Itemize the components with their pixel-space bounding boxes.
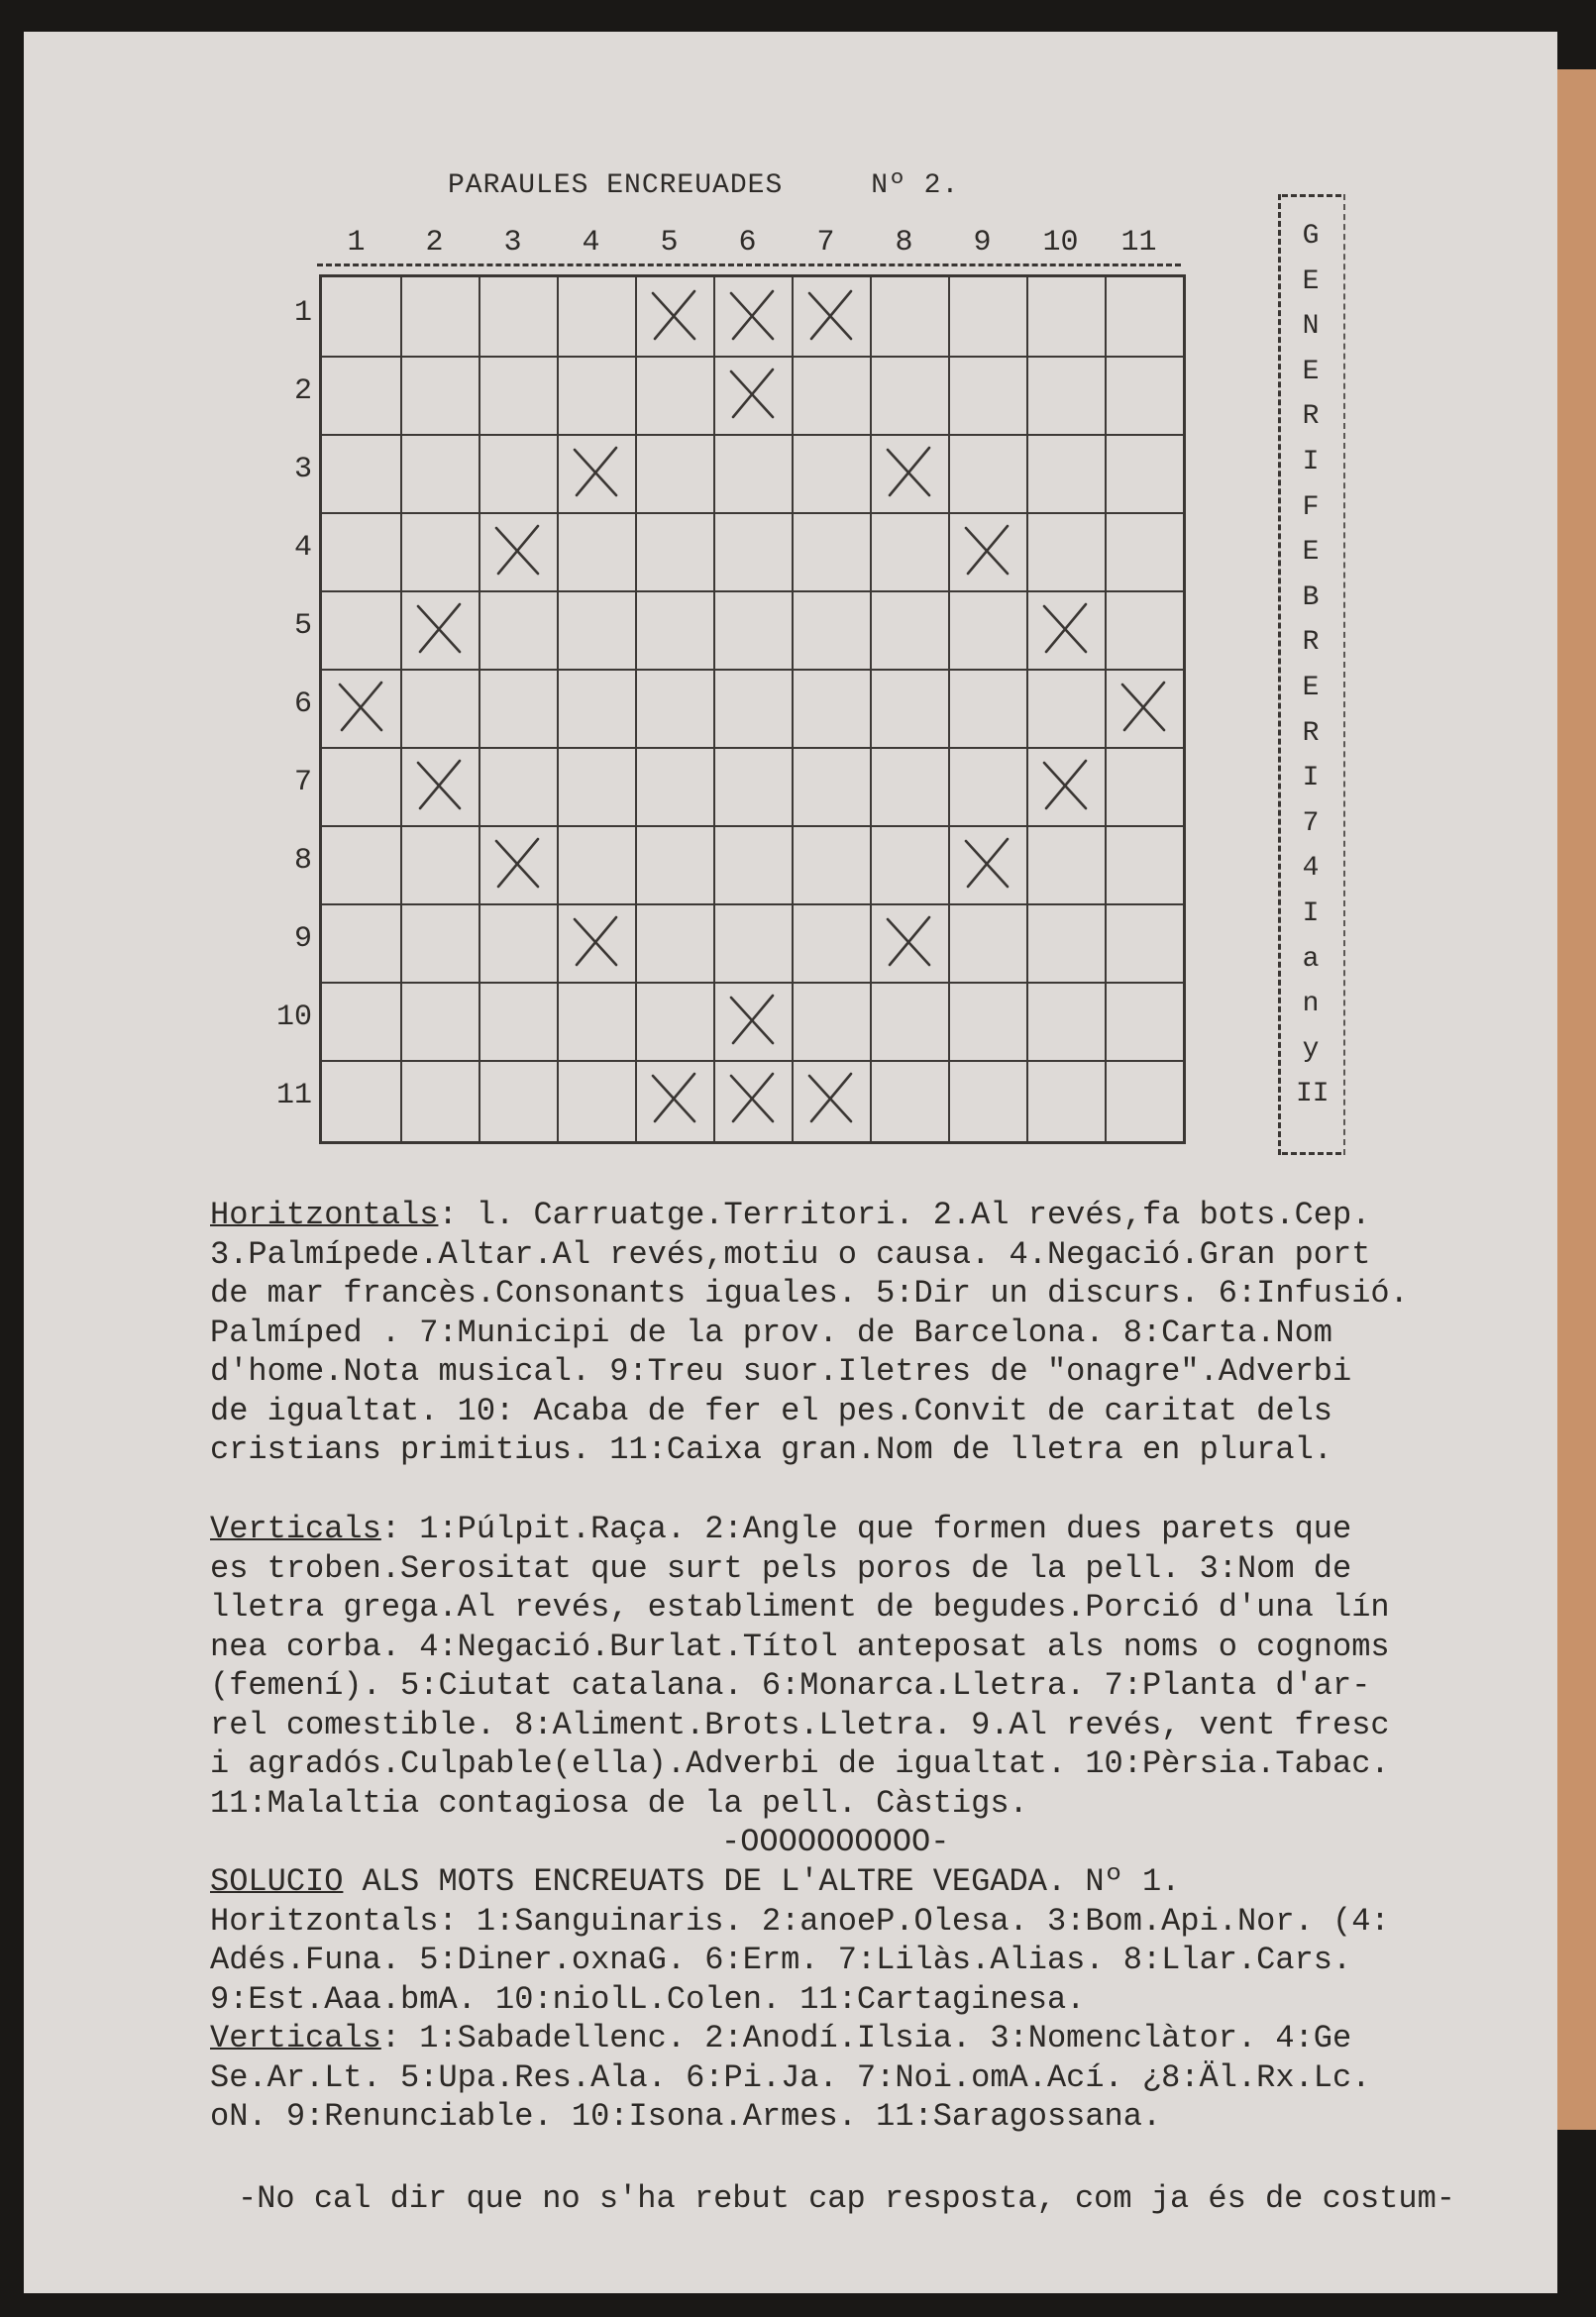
row-number: 10 [275, 1001, 312, 1034]
blocked-cell [792, 1060, 870, 1138]
blocked-cell [635, 277, 713, 356]
empty-cell[interactable] [1105, 512, 1183, 590]
empty-cell[interactable] [870, 825, 948, 903]
solution-title [210, 1862, 1488, 1902]
empty-cell[interactable] [400, 669, 479, 747]
empty-cell[interactable] [557, 512, 635, 590]
empty-cell[interactable] [557, 356, 635, 434]
section-heading: Verticals [210, 2020, 381, 2056]
clue-line: Palmíped . 7:Municipi de la prov. de Barcelona. 8:Carta.Nom [210, 1314, 1332, 1351]
clue-line [210, 1196, 1488, 1235]
clue-line: (femení). 5:Ciutat catalana. 6:Monarca.Lletra. 7:Planta d'ar- [210, 1667, 1371, 1704]
empty-cell[interactable] [1026, 903, 1105, 982]
empty-cell[interactable] [557, 825, 635, 903]
side-label-char: I [1302, 763, 1320, 794]
empty-cell[interactable] [400, 512, 479, 590]
empty-cell[interactable] [635, 903, 713, 982]
empty-cell[interactable] [792, 356, 870, 434]
empty-cell[interactable] [948, 277, 1026, 356]
row-number: 11 [275, 1079, 312, 1112]
x-mark-icon [400, 747, 479, 825]
solution-line: Horitzontals: 1:Sanguinaris. 2:anoeP.Olesa. 3:Bom.Api.Nor. (4: [210, 1902, 1390, 1940]
empty-cell[interactable] [1105, 356, 1183, 434]
section-heading: Verticals [210, 1511, 381, 1547]
row-number: 9 [293, 922, 312, 956]
empty-cell[interactable] [1026, 825, 1105, 903]
solution-line: oN. 9:Renunciable. 10:Isona.Armes. 11:Saragossana. [210, 2098, 1162, 2135]
clue-line: nea corba. 4:Negació.Burlat.Títol anteposat als noms o cognoms [210, 1628, 1390, 1665]
side-label-char: R [1302, 401, 1320, 433]
empty-cell[interactable] [870, 1060, 948, 1138]
blocked-cell [635, 1060, 713, 1138]
crossword-grid [319, 274, 1186, 1144]
side-label-char: N [1302, 311, 1320, 343]
clue-line: lletra grega.Al revés, establiment de begudes.Porció d'una lín [210, 1589, 1390, 1626]
x-mark-icon [400, 590, 479, 669]
empty-cell[interactable] [1105, 982, 1183, 1060]
empty-cell[interactable] [870, 590, 948, 669]
empty-cell[interactable] [400, 825, 479, 903]
empty-cell[interactable] [948, 434, 1026, 512]
side-label-char: B [1302, 581, 1320, 613]
empty-cell[interactable] [792, 982, 870, 1060]
empty-cell[interactable] [557, 1060, 635, 1138]
empty-cell[interactable] [870, 512, 948, 590]
column-number: 11 [1120, 226, 1157, 260]
side-label-char: I [1302, 447, 1320, 477]
empty-cell[interactable] [792, 434, 870, 512]
empty-cell[interactable] [870, 669, 948, 747]
column-number: 5 [660, 226, 679, 260]
clue-line: de mar francès.Consonants iguales. 5:Dir un discurs. 6:Infusió. [210, 1275, 1409, 1312]
side-label-char: E [1302, 356, 1320, 387]
column-number: 7 [816, 226, 835, 260]
x-mark-icon [479, 825, 557, 903]
empty-cell[interactable] [635, 434, 713, 512]
column-number: 10 [1042, 226, 1079, 260]
empty-cell[interactable] [635, 512, 713, 590]
side-date-label [1278, 194, 1347, 1155]
empty-cell[interactable] [1026, 982, 1105, 1060]
section-heading: SOLUCIO [210, 1863, 344, 1900]
empty-cell[interactable] [400, 982, 479, 1060]
clue-line: 3.Palmípede.Altar.Al revés,motiu o causa. 4.Negació.Gran port [210, 1235, 1371, 1273]
empty-cell[interactable] [1026, 434, 1105, 512]
clue-line [210, 1510, 1488, 1549]
solution-line: Se.Ar.Lt. 5:Upa.Res.Ala. 6:Pi.Ja. 7:Noi.omA.Ací. ¿8:Äl.Rx.Lc. [210, 2058, 1371, 2096]
clue-text: : l. Carruatge.Territori. 2.Al revés,fa bots.Cep. [438, 1197, 1371, 1233]
empty-cell[interactable] [713, 669, 792, 747]
empty-cell[interactable] [792, 669, 870, 747]
empty-cell[interactable] [1105, 825, 1183, 903]
empty-cell[interactable] [792, 747, 870, 825]
blocked-cell [948, 512, 1026, 590]
x-mark-icon [479, 512, 557, 590]
x-mark-icon [635, 1060, 713, 1138]
empty-cell[interactable] [557, 277, 635, 356]
side-label-char: n [1302, 989, 1320, 1020]
row-number: 7 [293, 766, 312, 799]
side-label-char: E [1302, 537, 1320, 569]
empty-cell[interactable] [635, 982, 713, 1060]
column-numbers [317, 226, 1189, 265]
empty-cell[interactable] [948, 747, 1026, 825]
empty-cell[interactable] [713, 512, 792, 590]
blocked-cell [948, 825, 1026, 903]
x-mark-icon [1105, 669, 1183, 747]
empty-cell[interactable] [635, 356, 713, 434]
blocked-cell [792, 277, 870, 356]
empty-cell[interactable] [1105, 747, 1183, 825]
x-mark-icon [870, 434, 948, 512]
blocked-cell [479, 825, 557, 903]
empty-cell[interactable] [322, 356, 400, 434]
side-label-char: R [1302, 627, 1320, 659]
blocked-cell [870, 903, 948, 982]
side-label-char: 4 [1302, 853, 1320, 885]
clue-line: d'home.Nota musical. 9:Treu suor.Iletres de "onagre".Adverbi [210, 1353, 1352, 1390]
clue-line: rel comestible. 8:Aliment.Brots.Lletra. 9.Al revés, vent fresc [210, 1706, 1390, 1743]
x-mark-icon [713, 356, 792, 434]
x-mark-icon [557, 434, 635, 512]
empty-cell[interactable] [948, 982, 1026, 1060]
side-right-dash [1343, 194, 1345, 1155]
x-mark-icon [792, 1060, 870, 1138]
horizontal-clues [210, 1196, 1488, 1470]
empty-cell[interactable] [322, 1060, 400, 1138]
x-mark-icon [948, 512, 1026, 590]
solution-line: Adés.Funa. 5:Diner.oxnaG. 6:Erm. 7:Lilàs.Alias. 8:Llar.Cars. [210, 1942, 1352, 1978]
solution-line [210, 2019, 1488, 2058]
empty-cell[interactable] [322, 277, 400, 356]
empty-cell[interactable] [1105, 1060, 1183, 1138]
row-numbers [267, 274, 317, 1146]
blocked-cell [479, 512, 557, 590]
x-mark-icon [870, 903, 948, 982]
side-label-char: y [1302, 1033, 1320, 1065]
separator: -OOOOOOOOOO- [721, 1824, 950, 1860]
empty-cell[interactable] [400, 903, 479, 982]
clue-line: i agradós.Culpable(ella).Adverbi de igualtat. 10:Pèrsia.Tabac. [210, 1745, 1390, 1782]
empty-cell[interactable] [713, 903, 792, 982]
empty-cell[interactable] [557, 982, 635, 1060]
clue-line: es troben.Serositat que surt pels poros de la pell. 3:Nom de [210, 1549, 1352, 1587]
empty-cell[interactable] [322, 982, 400, 1060]
side-label-char: G [1302, 221, 1320, 252]
empty-cell[interactable] [557, 590, 635, 669]
x-mark-icon [557, 903, 635, 982]
empty-cell[interactable] [1105, 903, 1183, 982]
page-edge [1557, 69, 1596, 2130]
clue-line: de igualtat. 10: Acaba de fer el pes.Convit de caritat dels [210, 1392, 1332, 1429]
empty-cell[interactable] [322, 590, 400, 669]
empty-cell[interactable] [479, 1060, 557, 1138]
empty-cell[interactable] [1026, 356, 1105, 434]
empty-cell[interactable] [322, 747, 400, 825]
empty-cell[interactable] [948, 1060, 1026, 1138]
blocked-cell [400, 590, 479, 669]
x-mark-icon [713, 277, 792, 356]
blocked-cell [557, 434, 635, 512]
footer-note: -No cal dir que no s'ha rebut cap resposta, com ja és de costum- [238, 2180, 1455, 2217]
blocked-cell [713, 356, 792, 434]
row-number: 2 [293, 374, 312, 408]
empty-cell[interactable] [322, 903, 400, 982]
section-heading: Horitzontals [210, 1197, 439, 1233]
empty-cell[interactable] [1105, 277, 1183, 356]
clue-text: : 1:Sabadellenc. 2:Anodí.Ilsia. 3:Nomenclàtor. 4:Ge [380, 2020, 1352, 2056]
blocked-cell [557, 903, 635, 982]
blocked-cell [713, 982, 792, 1060]
blocked-cell [322, 669, 400, 747]
side-label-char: I [1302, 898, 1320, 929]
empty-cell[interactable] [948, 356, 1026, 434]
empty-cell[interactable] [870, 982, 948, 1060]
side-bottom-dash [1282, 1152, 1341, 1155]
empty-cell[interactable] [479, 356, 557, 434]
empty-cell[interactable] [479, 590, 557, 669]
empty-cell[interactable] [870, 747, 948, 825]
side-label-char: a [1302, 943, 1320, 975]
empty-cell[interactable] [400, 277, 479, 356]
empty-cell[interactable] [322, 825, 400, 903]
empty-cell[interactable] [1026, 1060, 1105, 1138]
clue-text: : 1:Púlpit.Raça. 2:Angle que formen dues parets que [380, 1511, 1352, 1547]
x-mark-icon [948, 825, 1026, 903]
x-mark-icon [792, 277, 870, 356]
column-number: 4 [582, 226, 600, 260]
empty-cell[interactable] [322, 434, 400, 512]
empty-cell[interactable] [792, 590, 870, 669]
empty-cell[interactable] [1105, 590, 1183, 669]
empty-cell[interactable] [479, 747, 557, 825]
side-label-char: II [1296, 1079, 1330, 1110]
empty-cell[interactable] [948, 669, 1026, 747]
column-number: 2 [425, 226, 444, 260]
row-number: 4 [293, 531, 312, 565]
blocked-cell [1026, 747, 1105, 825]
x-mark-icon [1026, 747, 1105, 825]
column-number: 3 [503, 226, 522, 260]
side-left-dash [1278, 194, 1281, 1155]
blocked-cell [400, 747, 479, 825]
clue-line: cristians primitius. 11:Caixa gran.Nom de lletra en plural. [210, 1431, 1332, 1468]
empty-cell[interactable] [713, 590, 792, 669]
empty-cell[interactable] [400, 434, 479, 512]
side-label-char: F [1302, 491, 1320, 523]
solution-line: 9:Est.Aaa.bmA. 10:niolL.Colen. 11:Cartaginesa. [210, 1980, 1086, 2018]
empty-cell[interactable] [948, 903, 1026, 982]
column-number: 8 [895, 226, 913, 260]
empty-cell[interactable] [713, 747, 792, 825]
column-number: 1 [347, 226, 366, 260]
clue-line: 11:Malaltia contagiosa de la pell. Càstigs. [210, 1784, 1028, 1822]
empty-cell[interactable] [557, 669, 635, 747]
empty-cell[interactable] [948, 590, 1026, 669]
empty-cell[interactable] [479, 277, 557, 356]
empty-cell[interactable] [479, 669, 557, 747]
row-number: 3 [293, 453, 312, 486]
empty-cell[interactable] [635, 825, 713, 903]
empty-cell[interactable] [322, 512, 400, 590]
empty-cell[interactable] [870, 356, 948, 434]
x-mark-icon [713, 1060, 792, 1138]
column-dash-line [317, 263, 1181, 266]
empty-cell[interactable] [635, 669, 713, 747]
column-number: 6 [738, 226, 757, 260]
empty-cell[interactable] [792, 512, 870, 590]
empty-cell[interactable] [557, 747, 635, 825]
side-label-char: R [1302, 717, 1320, 749]
solution-block [210, 1862, 1488, 2137]
blocked-cell [713, 1060, 792, 1138]
row-number: 8 [293, 844, 312, 878]
vertical-clues [210, 1510, 1488, 1823]
clue-text: ALS MOTS ENCREUATS DE L'ALTRE VEGADA. Nº 1. [343, 1863, 1181, 1900]
x-mark-icon [635, 277, 713, 356]
side-label-char: 7 [1302, 807, 1320, 839]
empty-cell[interactable] [713, 825, 792, 903]
blocked-cell [1026, 590, 1105, 669]
empty-cell[interactable] [635, 590, 713, 669]
x-mark-icon [713, 982, 792, 1060]
empty-cell[interactable] [1026, 512, 1105, 590]
empty-cell[interactable] [792, 903, 870, 982]
empty-cell[interactable] [400, 356, 479, 434]
blocked-cell [713, 277, 792, 356]
column-number: 9 [973, 226, 992, 260]
row-number: 6 [293, 687, 312, 721]
side-label-char: E [1302, 673, 1320, 703]
blocked-cell [870, 434, 948, 512]
blocked-cell [1105, 669, 1183, 747]
side-top-dash [1282, 194, 1341, 197]
empty-cell[interactable] [635, 747, 713, 825]
empty-cell[interactable] [1105, 434, 1183, 512]
empty-cell[interactable] [870, 277, 948, 356]
empty-cell[interactable] [400, 1060, 479, 1138]
empty-cell[interactable] [479, 982, 557, 1060]
side-label-char: E [1302, 265, 1320, 297]
empty-cell[interactable] [713, 434, 792, 512]
x-mark-icon [322, 669, 400, 747]
empty-cell[interactable] [479, 903, 557, 982]
empty-cell[interactable] [1026, 277, 1105, 356]
empty-cell[interactable] [479, 434, 557, 512]
empty-cell[interactable] [1026, 669, 1105, 747]
empty-cell[interactable] [792, 825, 870, 903]
row-number: 1 [293, 296, 312, 330]
x-mark-icon [1026, 590, 1105, 669]
row-number: 5 [293, 609, 312, 643]
crossword-title: PARAULES ENCREUADES Nº 2. [448, 170, 960, 201]
